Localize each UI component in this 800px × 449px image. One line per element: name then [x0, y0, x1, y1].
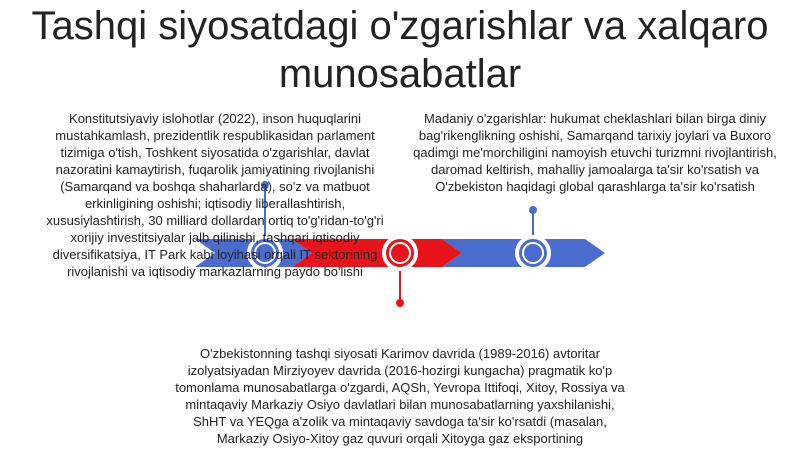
milestone-circle-3	[517, 237, 549, 269]
page-title: Tashqi siyosatdagi o'zgarishlar va xalqaro munosabatlar	[31, 4, 769, 96]
text-block-left: Konstitutsiyaviy islohotlar (2022), inson huquqlarini mustahkamlash, prezidentlik respublikasidan parlament tizimiga o'tish, Toshkent siyosatida o'zgarishlar, davlat nazoratini kamaytirish, fuqarolik jamiyatining rivojlanishi (Samarqand va boshqa shaharlarda), so'z va matbuot erkinligining oshishi; iqtisodiy liberallashtirish, xususiylashtirish, 30 milliard dollardan ortiq to'g'ridan-to'g'ri xorijiy investitsiyalar jalb qilinishi, tashqari iqtisodiy diversifikatsiya, IT Park kabi loyihasi orqali IT sektorining rivojlanishi va iqtisodiy markazlarning paydo bo'lishi	[46, 111, 384, 279]
text-block-right: Madaniy o'zgarishlar: hukumat cheklashlari bilan birga diniy bag'rikenglikning oshishi, Samarqand tarixiy joylari va Buxoro qadimgi me'morchiligini namoyish etuvchi turizmni rivojlantirish, daromad keltirish, mahalliy jamoalarga ta'sir ko'rsatish va O'zbekiston haqidagi global qarashlarga ta'sir ko'rsatish	[413, 111, 777, 194]
connector-dot-2	[396, 299, 404, 307]
connector-dot-3	[529, 206, 537, 214]
text-block-bottom: O'zbekistonning tashqi siyosati Karimov davrida (1989-2016) avtoritar izolyatsiyadan Mirziyoyev davrida (2016-hozirgi kungacha) pragmatik ko'p tomonlama munosabatlarga o'zgardi, AQSh, Yevropa Ittifoqi, Xitoy, Rossiya va mintaqaviy Markaziy Osiyo davlatlari bilan munosabatlarning yaxshilanishi, ShHT va YEQga a'zolik va mintaqaviy savdoga ta'sir ko'rsatdi (masalan, Markaziy Osiyo-Xitoy gaz quvuri orqali Xitoyga gaz eksportining	[175, 346, 625, 446]
